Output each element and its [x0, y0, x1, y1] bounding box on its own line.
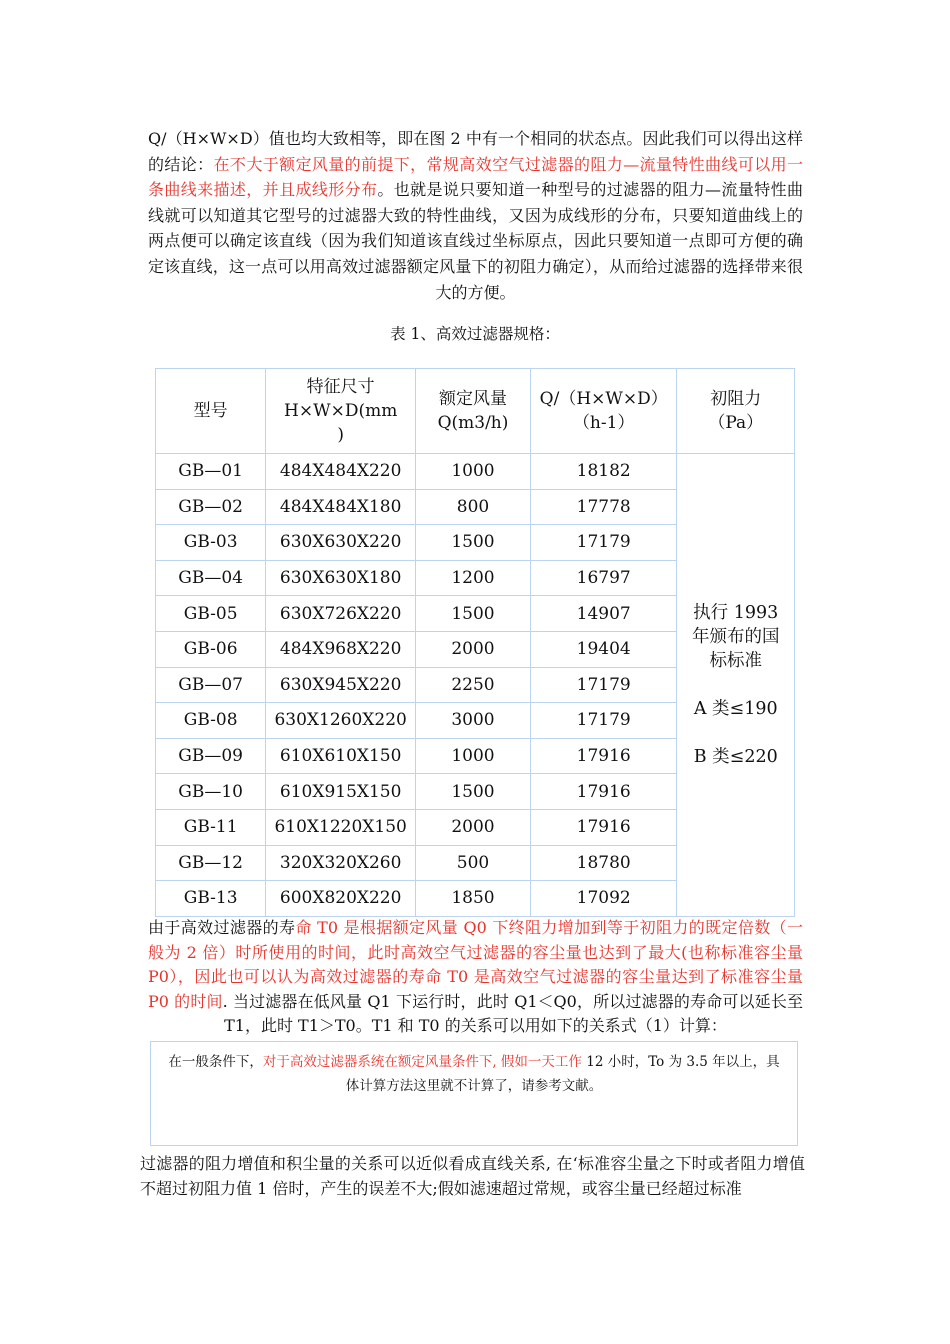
cell-model: GB-03	[156, 525, 266, 561]
header-flow: 额定风量 Q(m3/h)	[416, 369, 531, 454]
intro-text-1: Q/（H×W×D）值也均大致相等，即在图 2 中有一个相同的状态点。因此我们可以得出这样的结论：	[148, 129, 803, 174]
lifetime-text-1: 由于高效过滤器的寿	[148, 918, 296, 937]
cell-flow: 1500	[416, 774, 531, 810]
cell-size: 630X630X220	[266, 525, 416, 561]
cell-flow: 2000	[416, 631, 531, 667]
cell-ratio: 17179	[530, 525, 677, 561]
cell-flow: 1500	[416, 525, 531, 561]
cell-model: GB—02	[156, 489, 266, 525]
cell-flow: 1500	[416, 596, 531, 632]
cell-ratio: 18182	[530, 454, 677, 490]
cell-model: GB-05	[156, 596, 266, 632]
header-model: 型号	[156, 369, 266, 454]
intro-text-2: 。也就是说只要知道一种型号的过滤器的阻力—流量特性曲线就可以知道其它型号的过滤器大致的特性曲线，又因为成线形的分布，只要知道曲线上的两点便可以确定该直线（因为我们知道该直线过坐标原点，因此只要知道一点即可方便的确定该直线，这一点可以用高效过滤器额定风量下的初阻力确定），从而给过滤器的选择带来很大的方便。	[148, 180, 803, 302]
cell-size: 630X630X180	[266, 560, 416, 596]
cell-ratio: 17179	[530, 703, 677, 739]
table-caption: 表 1、高效过滤器规格：	[390, 325, 560, 343]
cell-model: GB-11	[156, 809, 266, 845]
cell-flow: 3000	[416, 703, 531, 739]
cell-size: 484X484X180	[266, 489, 416, 525]
cell-initial-resistance-standard	[677, 454, 795, 917]
cell-size: 320X320X260	[266, 845, 416, 881]
lifetime-text-2: . 当过滤器在低风量 Q1 下运行时，此时 Q1＜Q0，所以过滤器的寿命可以延长至 T1，此时 T1＞T0。T1 和 T0 的关系可以用如下的关系式（1）计算：	[222, 991, 803, 1035]
cell-model: GB—10	[156, 774, 266, 810]
cell-flow: 2000	[416, 809, 531, 845]
lifetime-definition-highlight: 命 T0 是根据额定风量 Q0 下终阻力增加到等于初阻力的既定倍数（一般为 2 倍）时所使用的时间，此时高效空气过滤器的容尘量也达到了最大(也称标准容尘量 P0），因此也可以认为高效过滤器的寿命 T0 是高效空气过滤器的容尘量达到了标准容尘量 P0 的时间	[148, 918, 803, 1011]
note-text-1: 在一般条件下，	[168, 1054, 263, 1070]
cell-ratio: 17916	[530, 774, 677, 810]
cell-size: 610X915X150	[266, 774, 416, 810]
cell-ratio: 17916	[530, 809, 677, 845]
cell-size: 630X1260X220	[266, 703, 416, 739]
paragraph-lifetime	[148, 916, 803, 1039]
cell-ratio: 17916	[530, 738, 677, 774]
cell-model: GB—12	[156, 845, 266, 881]
cell-size: 630X726X220	[266, 596, 416, 632]
intro-conclusion-highlight: 在不大于额定风量的前提下，常规高效空气过滤器的阻力—流量特性曲线可以用一条曲线来描述，并且成线形分布	[148, 154, 803, 200]
cell-size: 484X484X220	[266, 454, 416, 490]
cell-flow: 1850	[416, 881, 531, 917]
cell-ratio: 17179	[530, 667, 677, 703]
cell-ratio: 16797	[530, 560, 677, 596]
cell-size: 484X968X220	[266, 631, 416, 667]
cell-size: 600X820X220	[266, 881, 416, 917]
table-header-row	[156, 369, 795, 454]
cell-size: 630X945X220	[266, 667, 416, 703]
cell-size: 610X610X150	[266, 738, 416, 774]
cell-flow: 500	[416, 845, 531, 881]
cell-flow: 1000	[416, 738, 531, 774]
cell-ratio: 17778	[530, 489, 677, 525]
cell-flow: 1000	[416, 454, 531, 490]
cell-ratio: 14907	[530, 596, 677, 632]
note-text-2: 12 小时，To 为 3.5 年以上，具体计算方法这里就不计算了，请参考文献。	[345, 1054, 780, 1094]
cell-model: GB—09	[156, 738, 266, 774]
table-row	[156, 454, 795, 490]
cell-model: GB—07	[156, 667, 266, 703]
paragraph-resistance-dust: 过滤器的阻力增值和积尘量的关系可以近似看成直线关系, 在‘标准容尘量之下时或者阻力增值不超过初阻力值 1 倍时，产生的误差不大;假如滤速超过常规，或容尘量已经超过标准	[140, 1154, 805, 1198]
cell-model: GB-13	[156, 881, 266, 917]
standard-note: 执行 1993 年颁布的国标标准	[691, 602, 780, 671]
note-highlight: 对于高效过滤器系统在额定风量条件下, 假如一天工作	[262, 1054, 582, 1070]
cell-model: GB-08	[156, 703, 266, 739]
filter-spec-table	[155, 368, 795, 917]
header-size: 特征尺寸 H×W×D(mm )	[266, 369, 416, 454]
cell-flow: 800	[416, 489, 531, 525]
cell-ratio: 19404	[530, 631, 677, 667]
class-b-limit: B 类≤220	[693, 746, 778, 767]
cell-size: 610X1220X150	[266, 809, 416, 845]
cell-ratio: 18780	[530, 845, 677, 881]
cell-ratio: 17092	[530, 881, 677, 917]
header-ratio: Q/（H×W×D） （h-1）	[530, 369, 677, 454]
note-box	[150, 1041, 798, 1146]
cell-model: GB—04	[156, 560, 266, 596]
header-resistance: 初阻力 （Pa）	[677, 369, 795, 454]
cell-model: GB-06	[156, 631, 266, 667]
cell-model: GB—01	[156, 454, 266, 490]
cell-flow: 1200	[416, 560, 531, 596]
cell-flow: 2250	[416, 667, 531, 703]
paragraph-intro	[148, 126, 803, 305]
class-a-limit: A 类≤190	[693, 698, 778, 719]
